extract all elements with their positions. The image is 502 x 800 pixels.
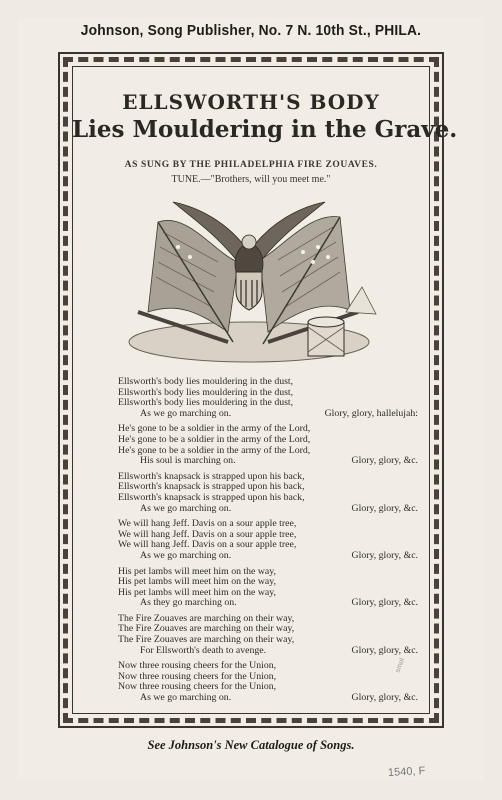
verse-closing-line [118, 456, 418, 467]
verse-line: We will hang Jeff. Davis on a sour apple tree, [118, 539, 297, 551]
refrain-text: Glory, glory, &c. [351, 455, 418, 467]
verse-line: We will hang Jeff. Davis on a sour apple tree, [118, 518, 297, 530]
verse-line: The Fire Zouaves are marching on their way, [118, 634, 295, 646]
verse-line: He's gone to be a soldier in the army of the Lord, [118, 444, 311, 456]
refrain-text: Glory, glory, &c. [351, 644, 418, 656]
stanza [118, 614, 418, 656]
publisher-header: Johnson, Song Publisher, No. 7 N. 10th St., PHILA. [80, 22, 422, 39]
closing-text: His soul is marching on. [140, 455, 236, 467]
verse-line: Ellsworth's body lies mouldering in the dust, [118, 376, 294, 387]
verse-line: He's gone to be a soldier in the army of the Lord, [118, 433, 311, 445]
refrain-text: Glory, glory, &c. [351, 502, 418, 514]
verse-line: Ellsworth's body lies mouldering in the dust, [118, 397, 294, 409]
verse-line: Now three rousing cheers for the Union, [118, 660, 277, 672]
verse-closing-line [118, 598, 418, 609]
verse-closing-line [118, 693, 418, 704]
verse-line: He's gone to be a soldier in the army of the Lord, [118, 423, 311, 435]
verse-line: His pet lambs will meet him on the way, [118, 586, 276, 598]
verse-line: Ellsworth's knapsack is strapped upon his back, [118, 491, 305, 503]
verse-line: Now three rousing cheers for the Union, [118, 681, 277, 693]
catalogue-footer: See Johnson's New Catalogue of Songs. [147, 738, 355, 752]
closing-text: As we go marching on. [140, 502, 232, 514]
closing-text: As we go marching on. [140, 692, 232, 704]
verse-closing-line [118, 504, 418, 515]
stanza [118, 519, 418, 561]
pencil-annotation: smol [394, 657, 407, 674]
stanza [118, 661, 418, 703]
refrain-text: Glory, glory, &c. [351, 692, 418, 704]
closing-text: As we go marching on. [140, 407, 232, 419]
verse-line: Now three rousing cheers for the Union, [118, 670, 277, 682]
verse-line: His pet lambs will meet him on the way, [118, 576, 276, 588]
song-title-line1: ELLSWORTH'S BODY [122, 90, 380, 114]
verse-line: Ellsworth's body lies mouldering in the dust, [118, 386, 294, 398]
stanza [118, 424, 418, 466]
verse-line: We will hang Jeff. Davis on a sour apple tree, [118, 528, 297, 540]
verse-line: Ellsworth's knapsack is strapped upon his back, [118, 481, 305, 493]
tune-line: TUNE.—"Brothers, will you meet me." [171, 174, 331, 185]
refrain-text: Glory, glory, hallelujah: [324, 407, 418, 419]
closing-text: As we go marching on. [140, 549, 232, 561]
stanza [118, 567, 418, 609]
refrain-text: Glory, glory, &c. [351, 549, 418, 561]
verse-closing-line [118, 409, 418, 420]
sung-by-line: AS SUNG BY THE PHILADELPHIA FIRE ZOUAVES. [124, 160, 378, 170]
verse-line: His pet lambs will meet him on the way, [118, 565, 276, 577]
closing-text: As they go marching on. [140, 597, 237, 609]
song-verses [118, 377, 418, 709]
eagle-flags-drum-engraving-icon [118, 192, 380, 370]
verse-closing-line [118, 646, 418, 657]
refrain-text: Glory, glory, &c. [351, 597, 418, 609]
verse-line: Ellsworth's knapsack is strapped upon his back, [118, 470, 305, 482]
verse-line: The Fire Zouaves are marching on their way, [118, 623, 295, 635]
verse-line: The Fire Zouaves are marching on their way, [118, 612, 295, 624]
catalog-number-annotation: 1540, F [387, 765, 426, 779]
stanza [118, 472, 418, 514]
verse-closing-line [118, 551, 418, 562]
closing-text: For Ellsworth's death to avenge. [140, 644, 267, 656]
stanza [118, 377, 418, 419]
song-title-line2: Lies Mouldering in the Grave. [72, 116, 458, 143]
